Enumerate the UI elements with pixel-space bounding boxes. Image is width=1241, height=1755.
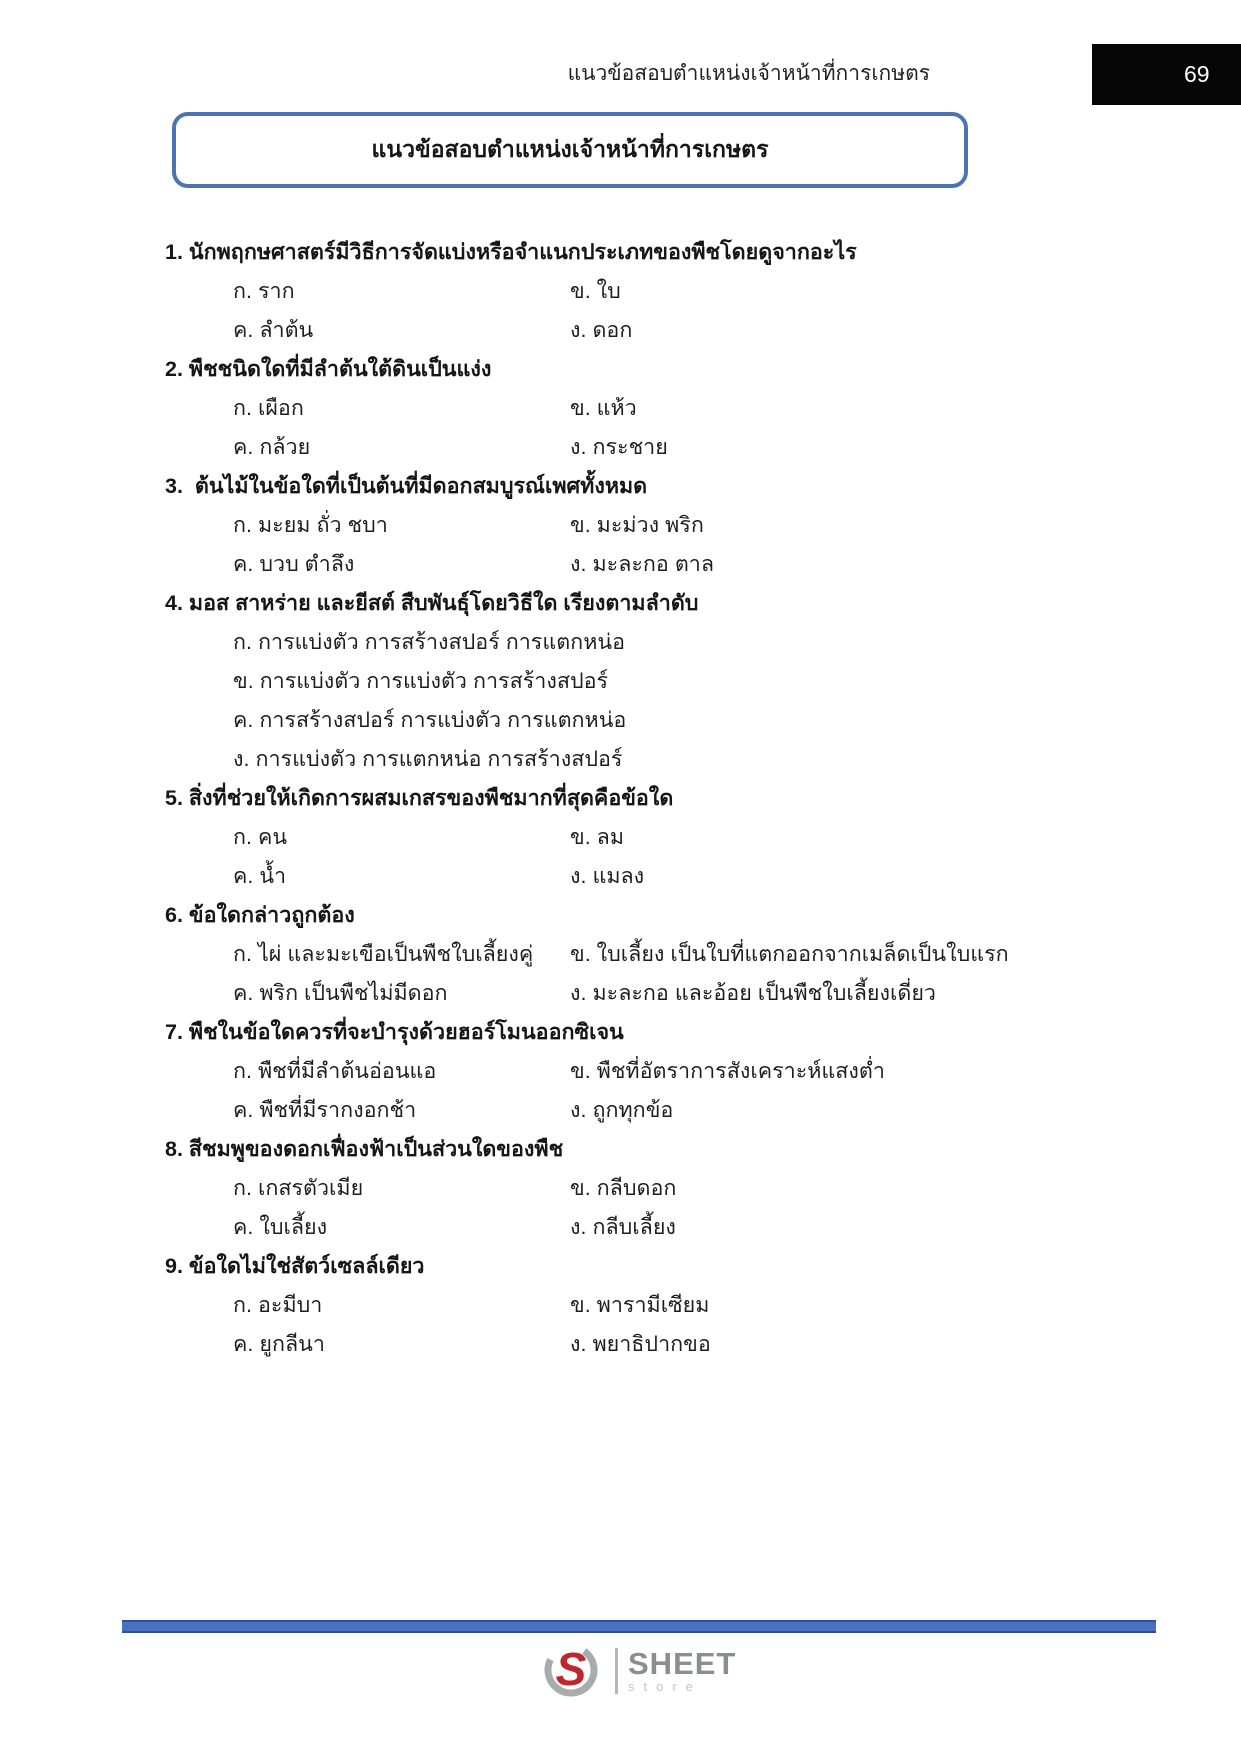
page-number: 69 [1184,61,1210,87]
question-9-option-d: ง. พยาธิปากขอ [570,1332,711,1356]
question-9 [165,1247,1203,1364]
question-7-text: 7. พืชในข้อใดควรที่จะบำรุงด้วยฮอร์โมนออกซิเจน [165,1020,624,1044]
question-6-options [165,935,1203,1013]
question-4-option-c: ค. การสร้างสปอร์ การแบ่งตัว การแตกหน่อ [233,708,627,732]
question-5-options [165,818,1203,896]
question-2-options [165,389,1203,467]
question-7-option-c: ค. พืชที่มีรากงอกช้า [233,1098,417,1122]
question-3-option-d: ง. มะละกอ ตาล [570,552,715,576]
question-7-option-b: ข. พืชที่อัตราการสังเคราะห์แสงต่ำ [570,1059,885,1083]
question-6-option-b: ข. ใบเลี้ยง เป็นใบที่แตกออกจากเมล็ดเป็นใบแรก [570,942,1009,966]
question-2 [165,350,1203,467]
title-box [172,112,968,188]
question-2-option-c: ค. กล้วย [233,435,311,459]
footer-divider [122,1620,1156,1633]
question-6-option-d: ง. มะละกอ และอ้อย เป็นพืชใบเลี้ยงเดี่ยว [570,981,936,1005]
question-5-text: 5. สิ่งที่ช่วยให้เกิดการผสมเกสรของพืชมากที่สุดคือข้อใด [165,786,674,810]
question-6-option-a: ก. ไผ่ และมะเขือเป็นพืชใบเลี้ยงคู่ [233,942,534,966]
question-4-option-d: ง. การแบ่งตัว การแตกหน่อ การสร้างสปอร์ [233,747,623,771]
brand-text [628,1645,737,1694]
question-8-text: 8. สีชมพูของดอกเฟื่องฟ้าเป็นส่วนใดของพืช [165,1137,564,1161]
logo-divider [615,1648,618,1694]
logo-letter: S [555,1643,587,1695]
question-5-option-a: ก. คน [233,825,288,849]
question-1-option-a: ก. ราก [233,279,295,303]
question-2-option-b: ข. แห้ว [570,396,637,420]
question-7-option-d: ง. ถูกทุกข้อ [570,1098,674,1122]
question-9-option-a: ก. อะมีบา [233,1293,323,1317]
question-1-option-d: ง. ดอก [570,318,633,342]
page-number-badge [1092,44,1241,105]
question-list [165,233,1203,1364]
question-1-option-b: ข. ใบ [570,279,621,303]
sheet-store-logo [541,1641,736,1701]
question-7-options [165,1052,1203,1130]
running-header: แนวข้อสอบตำแหน่งเจ้าหน้าที่การเกษตร [567,62,930,85]
question-2-option-a: ก. เผือก [233,396,304,420]
question-9-options [165,1286,1203,1364]
question-9-option-c: ค. ยูกลีนา [233,1332,325,1356]
question-9-option-b: ข. พารามีเซียม [570,1293,710,1317]
question-5-option-c: ค. น้ำ [233,864,287,888]
question-7-option-a: ก. พืชที่มีลำต้นอ่อนแอ [233,1059,437,1083]
question-6-option-c: ค. พริก เป็นพืชไม่มีดอก [233,981,448,1005]
question-3-option-a: ก. มะยม ถั่ว ชบา [233,513,388,537]
page-title: แนวข้อสอบตำแหน่งเจ้าหน้าที่การเกษตร [371,136,769,162]
question-2-option-d: ง. กระชาย [570,435,668,459]
question-1-text: 1. นักพฤกษศาสตร์มีวิธีการจัดแบ่งหรือจำแนกประเภทของพืชโดยดูจากอะไร [165,240,857,264]
question-4-text: 4. มอส สาหร่าย และยีสต์ สืบพันธุ์โดยวิธีใด เรียงตามลำดับ [165,591,699,615]
question-8-option-a: ก. เกสรตัวเมีย [233,1176,364,1200]
question-8-option-b: ข. กลีบดอก [570,1176,677,1200]
question-9-text: 9. ข้อใดไม่ใช่สัตว์เซลล์เดียว [165,1254,425,1278]
question-2-text: 2. พืชชนิดใดที่มีลำต้นใต้ดินเป็นแง่ง [165,357,492,381]
question-8-option-d: ง. กลีบเลี้ยง [570,1215,676,1239]
question-5-option-d: ง. แมลง [570,864,645,888]
question-3-options [165,506,1203,584]
question-4-option-b: ข. การแบ่งตัว การแบ่งตัว การสร้างสปอร์ [233,669,609,693]
sheet-store-logo-icon [541,1641,605,1701]
question-6 [165,896,1203,1013]
brand-name: SHEET [628,1645,737,1681]
brand-subtitle: store [628,1678,702,1694]
question-8-options [165,1169,1203,1247]
question-6-text: 6. ข้อใดกล่าวถูกต้อง [165,903,355,927]
question-3-option-c: ค. บวบ ตำลึง [233,552,355,576]
question-1-option-c: ค. ลำต้น [233,318,314,342]
question-5-option-b: ข. ลม [570,825,625,849]
question-3 [165,467,1203,584]
question-4-options [165,623,1203,779]
question-1-options [165,272,1203,350]
question-4 [165,584,1203,779]
question-3-option-b: ข. มะม่วง พริก [570,513,704,537]
question-8-option-c: ค. ใบเลี้ยง [233,1215,328,1239]
question-3-text: 3. ต้นไม้ในข้อใดที่เป็นต้นที่มีดอกสมบูรณ์เพศทั้งหมด [165,474,648,498]
question-5 [165,779,1203,896]
question-1 [165,233,1203,350]
question-7 [165,1013,1203,1130]
question-8 [165,1130,1203,1247]
question-4-option-a: ก. การแบ่งตัว การสร้างสปอร์ การแตกหน่อ [233,630,625,654]
